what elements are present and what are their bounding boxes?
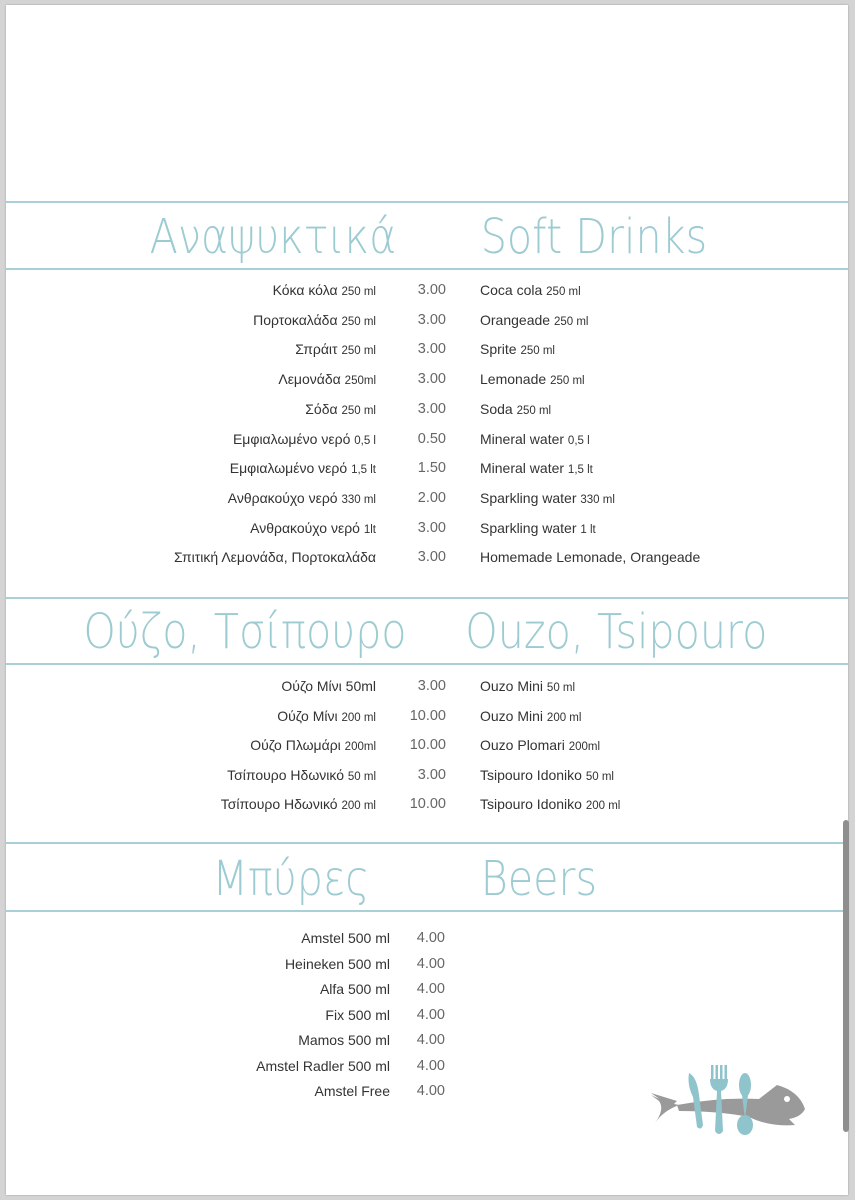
item-name-greek bbox=[295, 338, 376, 362]
section-title-english: Beers bbox=[480, 851, 598, 907]
item-size-english: 250 ml bbox=[520, 345, 555, 358]
item-name-english bbox=[480, 457, 593, 481]
menu-item-row bbox=[6, 734, 848, 756]
item-size-english: 50 ml bbox=[546, 682, 576, 694]
section-title-english: Ouzo, Tsipouro bbox=[465, 604, 768, 660]
item-name-greek-text: Σπιτική Λεμονάδα, Πορτοκαλάδα bbox=[174, 549, 376, 566]
menu-item-row bbox=[6, 705, 848, 727]
item-price: 3.00 bbox=[417, 400, 446, 417]
section-header-ouzo bbox=[6, 600, 768, 664]
item-name-english-text: Mineral water bbox=[480, 460, 565, 477]
item-name: Heineken 500 ml bbox=[284, 955, 390, 972]
item-name-greek-text: Ούζο Μίνι 50ml bbox=[281, 678, 376, 694]
section-title-greek: Αναψυκτικά bbox=[149, 209, 397, 265]
menu-item-row bbox=[6, 487, 848, 509]
item-size-english: 200ml bbox=[568, 741, 601, 754]
item-name-greek-text: Εμφιαλωμένο νερό bbox=[232, 430, 351, 447]
item-name-greek bbox=[277, 705, 376, 729]
section-rule bbox=[6, 663, 848, 665]
menu-item-row bbox=[6, 764, 848, 786]
item-size-english: 1 lt bbox=[580, 523, 596, 536]
item-size-english: 0,5 l bbox=[567, 434, 590, 447]
item-name-english-text: Orangeade bbox=[480, 311, 551, 328]
item-size-english: 250 ml bbox=[553, 315, 589, 328]
item-name-english-text: Sparkling water bbox=[480, 519, 577, 536]
menu-item-row bbox=[6, 517, 848, 539]
menu-item-row bbox=[6, 1004, 848, 1026]
item-price: 4.00 bbox=[416, 981, 445, 997]
section-rule bbox=[6, 268, 848, 270]
item-size-english: 250 ml bbox=[516, 404, 552, 417]
item-price: 2.00 bbox=[417, 489, 446, 506]
item-size-english: 250 ml bbox=[546, 286, 581, 298]
menu-item-row bbox=[6, 309, 848, 331]
item-price: 3.00 bbox=[417, 371, 446, 388]
item-name-english bbox=[480, 764, 614, 788]
item-name-english bbox=[480, 338, 555, 362]
item-price: 3.00 bbox=[417, 311, 446, 328]
item-price: 0.50 bbox=[417, 430, 446, 447]
item-name-english-text: Sprite bbox=[480, 341, 517, 358]
section-title-greek: Μπύρες bbox=[212, 851, 370, 907]
item-price: 4.00 bbox=[416, 930, 445, 946]
item-name-greek-text: Πορτοκαλάδα bbox=[253, 311, 338, 328]
item-price: 3.00 bbox=[417, 341, 446, 358]
item-price: 3.00 bbox=[417, 766, 446, 783]
item-name-greek bbox=[305, 398, 376, 422]
item-name-english-text: Tsipouro Idoniko bbox=[480, 796, 582, 813]
item-name-greek-text: Ανθρακούχο νερό bbox=[250, 519, 360, 536]
item-name-english-text: Ouzo Plomari bbox=[480, 737, 565, 754]
item-name-english bbox=[480, 793, 620, 817]
item-size-greek: 1,5 lt bbox=[351, 464, 376, 477]
menu-item-row bbox=[6, 953, 848, 975]
item-name: Fix 500 ml bbox=[325, 1006, 390, 1023]
item-name-greek bbox=[250, 517, 376, 541]
item-size-greek: 50 ml bbox=[347, 770, 376, 783]
item-name-greek bbox=[221, 793, 376, 817]
item-name-english-text: Ouzo Mini bbox=[480, 707, 544, 724]
item-size-greek: 200 ml bbox=[341, 711, 376, 724]
vertical-scrollbar[interactable] bbox=[843, 820, 849, 1132]
item-price: 4.00 bbox=[416, 955, 445, 972]
item-name-greek-text: Ανθρακούχο νερό bbox=[227, 489, 338, 506]
section-rule bbox=[6, 842, 848, 844]
menu-item-row bbox=[6, 1029, 848, 1051]
item-size-english: 50 ml bbox=[585, 770, 614, 783]
item-name-greek bbox=[228, 487, 376, 511]
section-rule bbox=[6, 910, 848, 912]
menu-item-row bbox=[6, 279, 848, 301]
item-name-english bbox=[480, 487, 615, 511]
item-size-english: 330 ml bbox=[580, 493, 615, 506]
item-name: Amstel Radler 500 ml bbox=[256, 1057, 390, 1074]
menu-item-row bbox=[6, 978, 848, 1000]
item-price: 4.00 bbox=[416, 1032, 445, 1048]
item-name-greek-text: Ούζο Πλωμάρι bbox=[250, 737, 341, 754]
item-name-english-text: Soda bbox=[480, 400, 513, 417]
item-size-greek: 250 ml bbox=[341, 286, 376, 298]
item-name: Amstel Free bbox=[314, 1083, 390, 1099]
menu-page bbox=[6, 5, 848, 1195]
item-size-greek: 330 ml bbox=[341, 493, 376, 506]
menu-item-row bbox=[6, 428, 848, 450]
item-name-english-text: Lemonade bbox=[480, 371, 551, 388]
menu-item-row bbox=[6, 793, 848, 815]
item-name-english-text: Mineral water bbox=[480, 430, 565, 447]
section-title-greek: Ούζο, Τσίπουρο bbox=[83, 604, 407, 660]
item-name-english-text: Ouzo Mini bbox=[480, 678, 544, 694]
item-name-greek-text: Λεμονάδα bbox=[278, 371, 341, 388]
item-size-greek: 250ml bbox=[344, 375, 376, 388]
item-name-english-text: Coca cola bbox=[480, 282, 543, 298]
fish-cutlery-logo-icon bbox=[649, 1061, 809, 1141]
menu-item-row bbox=[6, 398, 848, 420]
item-name-english bbox=[480, 368, 585, 392]
item-name-greek-text: Σπράιτ bbox=[295, 341, 338, 358]
section-title-english: Soft Drinks bbox=[480, 209, 708, 265]
item-name-greek bbox=[250, 734, 376, 758]
section-header-beers bbox=[6, 847, 730, 911]
item-price: 10.00 bbox=[409, 707, 446, 724]
item-size-greek: 200ml bbox=[344, 741, 376, 754]
item-name-english bbox=[480, 546, 700, 570]
menu-item-row bbox=[6, 927, 848, 949]
item-name-greek bbox=[253, 309, 376, 333]
item-name-english bbox=[480, 309, 588, 333]
item-name-english bbox=[480, 517, 596, 541]
item-name-greek bbox=[227, 764, 376, 788]
item-name-english bbox=[480, 705, 581, 729]
item-name-english bbox=[480, 279, 581, 303]
item-name-english bbox=[480, 675, 575, 699]
section-rule bbox=[6, 597, 848, 599]
item-price: 3.00 bbox=[417, 678, 446, 694]
item-name-greek-text: Τσίπουρο Ηδωνικό bbox=[220, 796, 338, 813]
item-name-english bbox=[480, 428, 590, 452]
item-name: Amstel 500 ml bbox=[301, 930, 390, 946]
item-price: 10.00 bbox=[409, 737, 446, 754]
item-name-greek-text: Κόκα κόλα bbox=[272, 282, 338, 298]
item-name-greek bbox=[278, 368, 376, 392]
menu-item-row bbox=[6, 338, 848, 360]
item-name-greek bbox=[281, 675, 376, 699]
item-price: 4.00 bbox=[416, 1083, 445, 1099]
item-name-english bbox=[480, 734, 600, 758]
section-rule bbox=[6, 201, 848, 203]
item-size-english: 250 ml bbox=[550, 375, 585, 388]
item-price: 3.00 bbox=[417, 282, 446, 298]
item-name-greek-text: Ούζο Μίνι bbox=[277, 707, 338, 724]
item-price: 3.00 bbox=[417, 549, 446, 566]
item-price: 1.50 bbox=[417, 460, 446, 477]
item-size-greek: 1lt bbox=[363, 523, 376, 536]
item-name-greek-text: Τσίπουρο Ηδωνικό bbox=[227, 766, 344, 783]
item-name: Mamos 500 ml bbox=[298, 1032, 390, 1048]
item-price: 10.00 bbox=[409, 796, 446, 813]
item-name-greek bbox=[233, 428, 376, 452]
item-name-greek bbox=[230, 457, 376, 481]
item-name-english-text: Homemade Lemonade, Orangeade bbox=[480, 549, 701, 566]
item-price: 3.00 bbox=[417, 519, 446, 536]
section-header-soft-drinks bbox=[6, 205, 730, 269]
item-name-english-text: Sparkling water bbox=[480, 489, 577, 506]
item-size-greek: 250 ml bbox=[341, 345, 376, 358]
item-size-english: 200 ml bbox=[585, 800, 621, 813]
item-size-english: 1,5 lt bbox=[567, 464, 593, 477]
item-name: Alfa 500 ml bbox=[319, 981, 390, 997]
item-price: 4.00 bbox=[416, 1006, 445, 1023]
item-size-greek: 250 ml bbox=[341, 315, 376, 328]
item-name-greek bbox=[174, 546, 376, 570]
item-size-greek: 0,5 l bbox=[354, 434, 376, 447]
item-name-greek-text: Σόδα bbox=[305, 400, 338, 417]
menu-item-row bbox=[6, 368, 848, 390]
menu-item-row bbox=[6, 675, 848, 697]
menu-item-row bbox=[6, 457, 848, 479]
item-price: 4.00 bbox=[416, 1057, 445, 1074]
item-size-greek: 250 ml bbox=[341, 404, 376, 417]
item-size-english: 200 ml bbox=[546, 711, 582, 724]
item-name-english bbox=[480, 398, 551, 422]
item-name-greek-text: Εμφιαλωμένο νερό bbox=[229, 460, 348, 477]
item-name-english-text: Tsipouro Idoniko bbox=[480, 766, 582, 783]
item-name-greek bbox=[273, 279, 376, 303]
menu-item-row bbox=[6, 546, 848, 568]
item-size-greek: 200 ml bbox=[341, 800, 376, 813]
